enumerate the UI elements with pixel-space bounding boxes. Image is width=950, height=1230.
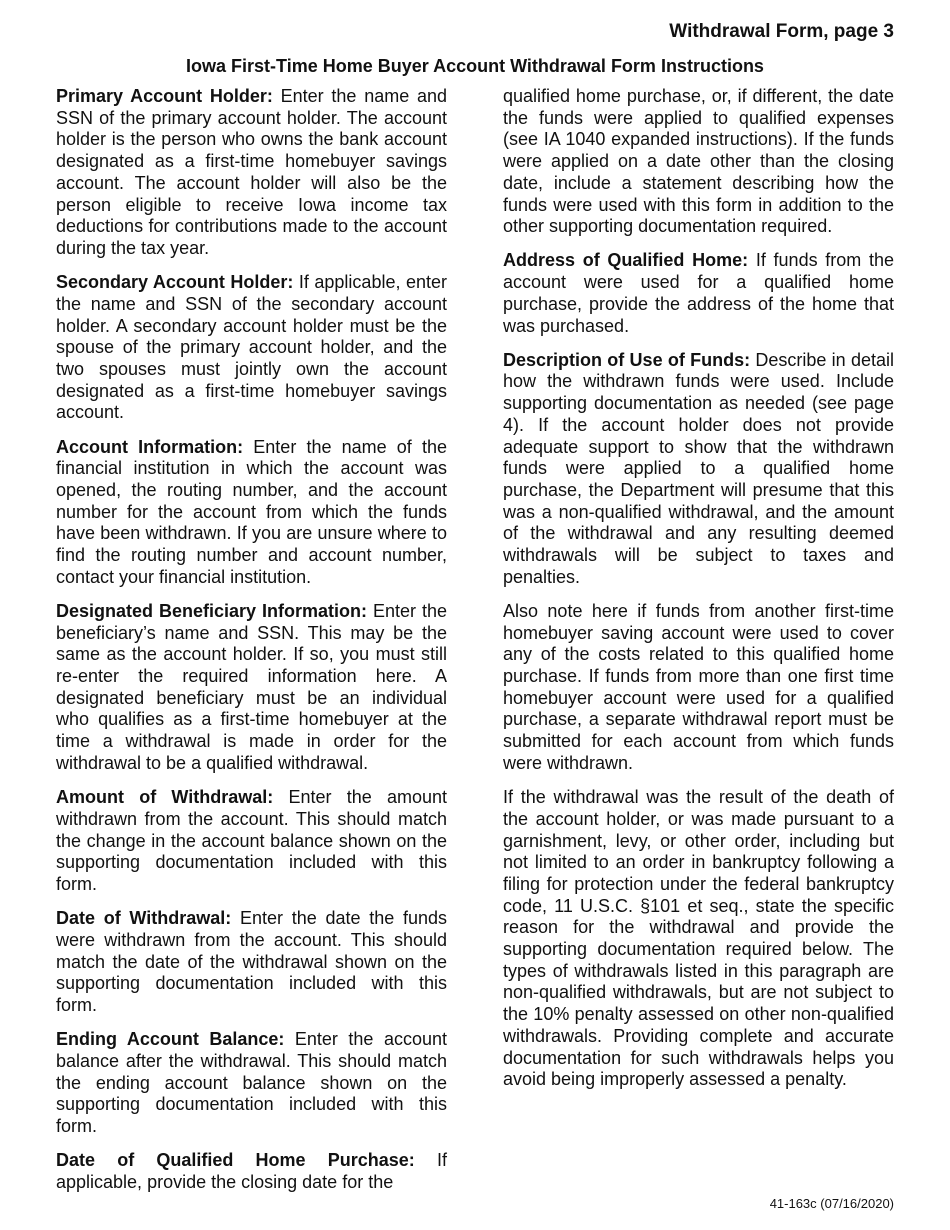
paragraph-text: Enter the amount withdrawn from the account. This should match the change in the account balance shown on the supporting documentation included with this form.	[56, 787, 447, 894]
paragraph-label: Primary Account Holder:	[56, 86, 273, 106]
paragraph-address-of-qualified-home	[503, 250, 894, 337]
paragraph-death-or-garnishment	[503, 787, 894, 1091]
paragraph-label: Ending Account Balance:	[56, 1029, 285, 1050]
paragraph-label: Amount of Withdrawal:	[56, 787, 274, 808]
paragraph-account-information	[56, 437, 447, 589]
paragraph-label: Date of Qualified Home Purchase:	[56, 1150, 415, 1171]
left-column	[56, 86, 447, 1206]
form-number-footer: 41-163c (07/16/2020)	[769, 1196, 894, 1211]
paragraph-text: If applicable, provide the closing date for the	[56, 1150, 447, 1192]
paragraph-ending-account-balance	[56, 1029, 447, 1138]
paragraph-label: Date of Withdrawal:	[56, 908, 232, 929]
paragraph-amount-of-withdrawal	[56, 787, 447, 896]
paragraph-secondary-account-holder	[56, 272, 447, 424]
paragraph-text: qualified home purchase, or, if different, the date the funds were applied to qualified expenses (see IA 1040 expanded instructions). If the funds were applied on a date other than the closing date, include a statement describing how the funds were used with this form in addition to the other supporting documentation required.	[503, 86, 894, 237]
paragraph-label: Designated Beneficiary Information:	[56, 600, 368, 621]
paragraph-primary-account-holder	[56, 86, 447, 260]
paragraph-text: If the withdrawal was the result of the death of the account holder, or was made pursuant to a garnishment, levy, or other order, including but not limited to an order in bankruptcy following a filing for protection under the federal bankruptcy code, 11 U.S.C. §101 et seq., state the specific reason for the withdrawal and provide the supporting documentation required below. The types of withdrawals listed in this paragraph are non-qualified withdrawals, but are not subject to the 10% penalty assessed on other non-qualified withdrawals. Providing complete and accurate documentation for such withdrawals helps you avoid being improperly assessed a penalty.	[503, 787, 894, 1090]
document-title: Iowa First-Time Home Buyer Account Withdrawal Form Instructions	[186, 56, 764, 76]
paragraph-text: Describe in detail how the withdrawn funds were used. Include supporting documentation as needed (see page 4). If the account holder does not provide adequate support to show that the withdrawn funds were applied to a qualified home purchase, the Department will presume that this was a non-qualified withdrawal, and the amount of the withdrawal and any resulting deemed withdrawals will be subject to taxes and penalties.	[503, 349, 894, 587]
paragraph-text: Also note here if funds from another first-time homebuyer saving account were used to cover any of the costs related to this qualified home purchase. If funds from more than one first time homebuyer account were used for a qualified purchase, a separate withdrawal report must be submitted for each account from which funds were withdrawn.	[503, 600, 894, 773]
paragraph-date-of-withdrawal	[56, 908, 447, 1017]
paragraph-date-of-qualified-home-purchase-continued	[503, 86, 894, 238]
paragraph-label: Address of Qualified Home:	[503, 250, 749, 271]
paragraph-text: Enter the name and SSN of the primary account holder. The account holder is the person who owns the bank account designated as a first-time homebuyer savings account. The account holder will also be the person eligible to receive Iowa income tax deductions for contributions made to the account during the tax year.	[56, 86, 447, 258]
page-header: Withdrawal Form, page 3	[669, 21, 894, 42]
paragraph-text: If funds from the account were used for a qualified home purchase, provide the address of the home that was purchased.	[503, 250, 894, 336]
paragraph-text: Enter the account balance after the withdrawal. This should match the ending account balance shown on the supporting documentation included with this form.	[56, 1029, 447, 1136]
paragraph-text: If applicable, enter the name and SSN of the secondary account holder. A secondary account holder must be the spouse of the primary account holder, and the two spouses must jointly own the account designated as a first-time homebuyer savings account.	[56, 272, 447, 423]
paragraph-designated-beneficiary	[56, 601, 447, 775]
paragraph-label: Secondary Account Holder:	[56, 272, 294, 293]
right-column	[503, 86, 894, 1103]
paragraph-description-of-use-of-funds	[503, 350, 894, 589]
paragraph-label: Description of Use of Funds:	[503, 349, 751, 370]
paragraph-date-of-qualified-home-purchase	[56, 1150, 447, 1193]
paragraph-text: Enter the name of the financial institution in which the account was opened, the routing number, and the account number for the account from which the funds have been withdrawn. If you are unsure where to find the routing number and account number, contact your financial institution.	[56, 436, 447, 587]
paragraph-text: Enter the beneficiary’s name and SSN. This may be the same as the account holder. If so, you must still re-enter the required information here. A designated beneficiary must be an individual who qualifies as a first-time homebuyer at the time a withdrawal is made in order for the withdrawal to be a qualified withdrawal.	[56, 600, 448, 773]
paragraph-label: Account Information:	[56, 436, 244, 457]
paragraph-text: Enter the date the funds were withdrawn from the account. This should match the date of the withdrawal shown on the supporting documentation included with this form.	[56, 908, 447, 1015]
paragraph-other-accounts-note	[503, 601, 894, 775]
